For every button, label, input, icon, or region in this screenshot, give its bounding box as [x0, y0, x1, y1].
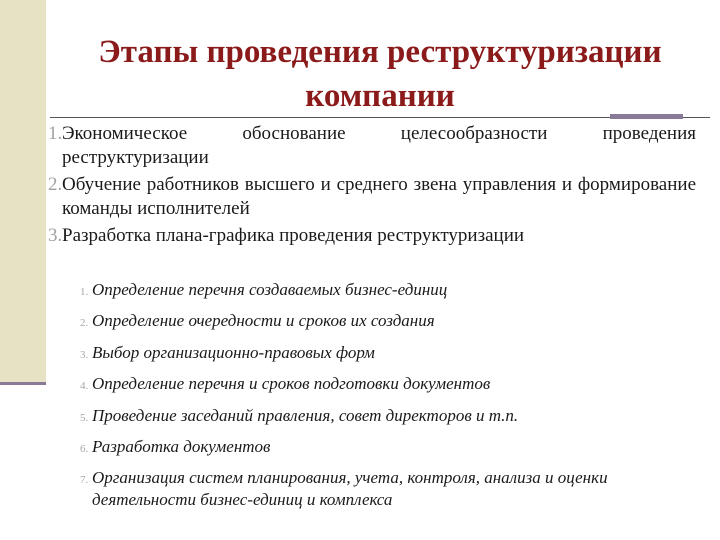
sub-list-item: [80, 467, 700, 511]
sub-list: [80, 279, 700, 521]
page-title: Этапы проведения реструктуризации компании: [98, 34, 662, 114]
sub-list-item-text: Определение перечня и сроков подготовки документов: [92, 374, 491, 394]
sub-list-item-text: Определение очередности и сроков их создания: [92, 311, 435, 331]
sub-list-item: [80, 373, 700, 395]
sub-list-item-text: Разработка документов: [92, 436, 271, 456]
list-item: [48, 224, 696, 248]
sub-list-item-number: 2.: [80, 317, 89, 330]
sidebar-divider: [0, 382, 46, 385]
list-item-number: 3.: [48, 225, 63, 246]
list-item-text: Разработка плана-графика проведения реструктуризации: [62, 225, 525, 246]
sub-list-item: [80, 405, 700, 427]
list-item: [48, 173, 696, 221]
sub-list-item: [80, 342, 700, 364]
list-item-text: Экономическое обоснование целесообразности проведения реструктуризации: [62, 123, 696, 168]
sub-list-item-text: Выбор организационно-правовых форм: [92, 342, 375, 362]
sub-list-item: [80, 279, 700, 301]
sub-list-item: [80, 310, 700, 332]
sub-list-item-number: 1.: [80, 286, 89, 298]
sub-list-item-text: Проведение заседаний правления, совет директоров и т.п.: [92, 405, 519, 425]
sub-list-item-number: 4.: [80, 380, 89, 393]
sub-list-item-text: Определение перечня создаваемых бизнес-единиц: [92, 280, 448, 299]
main-list: [48, 122, 696, 251]
list-item-number: 1.: [48, 123, 63, 144]
list-item: [48, 122, 696, 170]
sub-list-item: [80, 436, 700, 458]
sidebar-decoration: [0, 0, 46, 382]
sub-list-item-number: 6.: [80, 442, 89, 455]
list-item-number: 2.: [48, 174, 63, 195]
sub-list-item-number: 3.: [80, 348, 89, 361]
sub-list-item-number: 5.: [80, 411, 89, 424]
sub-list-item-text: Организация систем планирования, учета, контроля, анализа и оценки деятельности бизнес-единиц и комплекса: [92, 468, 608, 510]
list-item-text: Обучение работников высшего и среднего звена управления и формирование команды исполнителей: [62, 174, 696, 219]
title-divider-accent: [610, 114, 683, 119]
sub-list-item-number: 7.: [80, 474, 89, 487]
